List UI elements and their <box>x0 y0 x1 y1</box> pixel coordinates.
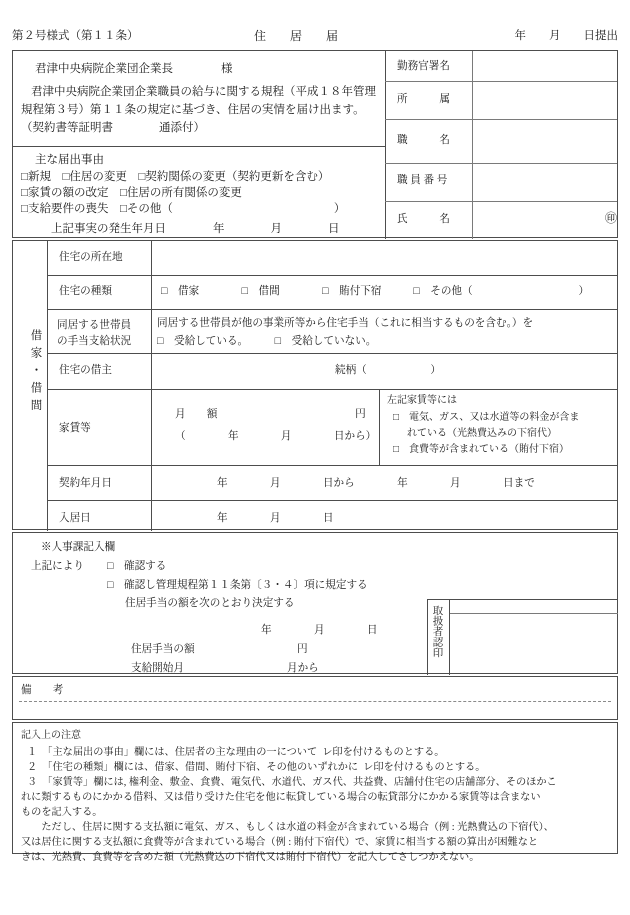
rent-note-option-utilities-line2: れている（光熱費込みの下宿代） <box>407 428 557 439</box>
officer-label-value-divider <box>472 51 473 239</box>
event-date-label: 上記事実の発生年月日 <box>51 223 166 235</box>
note-item-3-cont-5: きは、光熱費、食費等を含めた額（光熱費込の下宿代又は賄付下宿代）を記入してさしつかえない。 <box>21 852 480 863</box>
hr-option-confirm[interactable]: □ 確認する <box>107 561 167 572</box>
submission-date-field[interactable]: 年 月 日提出 <box>514 30 618 42</box>
rental-row-divider-6 <box>47 500 618 501</box>
remarks-dotted-divider <box>19 701 611 702</box>
label-housing-type: 住宅の種類 <box>59 286 112 297</box>
hr-allowance-label: 住居手当の額 <box>131 644 195 655</box>
hr-section-title: ※人事課記入欄 <box>41 542 116 553</box>
hr-allowance-unit[interactable]: 円 <box>297 644 308 655</box>
hr-section-block <box>12 532 618 674</box>
hr-decision-date[interactable]: 年 月 日 <box>261 625 378 636</box>
officer-row-divider-1 <box>385 81 617 82</box>
divider-handler-seal-top <box>427 599 618 600</box>
remarks-block <box>12 676 618 720</box>
note-item-3-cont-4: 又は居住に関する支払額に食費等が含まれている場合（例 : 賄付下宿代）で、家賃に相当する額の算出が困難なと <box>21 837 539 848</box>
label-rent: 家賃等 <box>59 423 91 434</box>
divider-handler-seal-inner <box>450 613 618 614</box>
document-header <box>12 27 618 45</box>
handler-seal-area[interactable] <box>451 615 617 673</box>
divider-declaration-reasons <box>13 146 385 147</box>
value-rent-effective-from[interactable]: （ 年 月 日から） <box>175 431 377 442</box>
seal-icon: ㊞ <box>605 211 618 225</box>
officer-row-divider-3 <box>385 163 617 164</box>
text-household-allowance: 同居する世帯員が他の事業所等から住宅手当（これに相当するものを含む。）を <box>157 318 534 329</box>
handler-seal-label: 取扱者認印 <box>431 605 443 658</box>
value-movein-date[interactable]: 年 月 日 <box>217 513 334 524</box>
declaration-and-officer-block <box>12 50 618 238</box>
label-household-allowance-1: 同居する世帯員 <box>57 320 132 331</box>
event-date-value[interactable]: 年 月 日 <box>213 223 340 235</box>
note-item-3-cont-1: れに類するものにかかる借料、又は借り受けた住宅を他に転貸している場合の転貸部分にかかる家賃等は含まない <box>21 792 541 803</box>
hr-prefix-label: 上記により <box>31 561 84 572</box>
addressee-honorific: 様 <box>221 63 233 75</box>
declaration-line-2: 規程第３号）第１１条の規定に基づき、住居の実情を届け出ます。 <box>21 104 365 116</box>
addressee: 君津中央病院企業団企業長 <box>35 63 173 75</box>
divider-side-label-column <box>47 241 48 531</box>
note-item-2: ２ 「住宅の種類」欄には、借家、借間、賄付下宿、その他のいずれかに レ印を付けるものとする。 <box>27 762 486 773</box>
hr-option-decide[interactable]: □ 確認し管理規程第１１条第〔３・４〕項に規定する <box>107 580 368 591</box>
rental-details-block <box>12 240 618 530</box>
rental-side-label: 借家・借間 <box>29 329 42 417</box>
reasons-title: 主な届出事由 <box>35 154 104 166</box>
rental-row-divider-2 <box>47 309 618 310</box>
value-rent-monthly[interactable]: 月 額 円 <box>175 409 366 420</box>
divider-vertical-officer <box>385 51 386 239</box>
page-title: 住 居 届 <box>254 29 339 43</box>
officer-row-divider-2 <box>385 119 617 120</box>
notes-block <box>12 722 618 863</box>
hr-start-month-unit[interactable]: 月から <box>287 663 319 674</box>
note-item-3-cont-3: ただし、住居に関する支払額に電気、ガス、もしくは水道の料金が含まれている場合（例 : 光熱費込の下宿代）、 <box>21 822 554 833</box>
officer-label-name: 氏 名 <box>397 214 450 225</box>
reasons-line-3[interactable]: □支給要件の喪失 □その他（ ） <box>21 203 346 215</box>
officer-label-department: 所 属 <box>397 94 450 105</box>
notes-title: 記入上の注意 <box>21 730 81 741</box>
remarks-label: 備 考 <box>21 685 64 696</box>
note-item-3: ３ 「家賃等」欄には, 権利金、敷金、食費、電気代、水道代、ガス代、共益費、店舗付住宅の店舗部分、そのほかこ <box>27 777 557 788</box>
reasons-line-1[interactable]: □新規 □住居の変更 □契約関係の変更（契約更新を含む） <box>21 171 330 183</box>
divider-label-value-column <box>151 241 152 531</box>
rental-row-divider-3 <box>47 353 618 354</box>
officer-label-workplace: 勤務官署名 <box>397 61 450 72</box>
note-item-1: １ 「主な届出の事由」欄には、住居者の主な理由の一について レ印を付けるものとする。 <box>27 747 445 758</box>
divider-handler-seal-left <box>427 599 428 675</box>
divider-rent-note-column <box>379 389 380 465</box>
declaration-line-3: （契約書等証明書 通添付） <box>21 122 205 134</box>
rental-row-divider-1 <box>47 275 618 276</box>
label-housing-location: 住宅の所在地 <box>59 252 123 263</box>
label-household-allowance-2: の手当支給状況 <box>57 336 132 347</box>
value-contract-date[interactable]: 年 月 日から 年 月 日まで <box>217 478 535 489</box>
value-lessee-relation[interactable]: 続柄（ ） <box>335 365 441 376</box>
rent-note-title: 左記家賃等には <box>387 395 457 406</box>
label-lessee: 住宅の借主 <box>59 365 112 376</box>
officer-row-divider-4 <box>385 201 617 202</box>
officer-label-employee-number: 職 員 番 号 <box>397 175 448 186</box>
form-number: 第２号様式（第１１条） <box>12 30 139 42</box>
hr-start-month-label: 支給開始月 <box>131 663 184 674</box>
note-item-3-cont-2: ものを記入する。 <box>21 807 103 818</box>
officer-label-position: 職 名 <box>397 135 450 146</box>
options-housing-type[interactable]: □ 借家 □ 借間 □ 賄付下宿 □ その他（ ） <box>161 286 590 297</box>
label-contract-date: 契約年月日 <box>59 478 112 489</box>
reasons-line-2[interactable]: □家賃の額の改定 □住居の所有関係の変更 <box>21 187 242 199</box>
rental-row-divider-4 <box>47 389 618 390</box>
rent-note-option-meals[interactable]: □ 食費等が含まれている（賄付下宿） <box>393 444 570 455</box>
rental-row-divider-5 <box>47 465 618 466</box>
rent-note-option-utilities-line1[interactable]: □ 電気、ガス、又は水道等の料金が含ま <box>393 412 580 423</box>
declaration-line-1: 君津中央病院企業団企業職員の給与に関する規程（平成１８年管理 <box>31 86 376 98</box>
label-movein-date: 入居日 <box>59 513 91 524</box>
hr-option-decide-cont: 住居手当の額を次のとおり決定する <box>125 598 295 609</box>
options-household-allowance[interactable]: □ 受給している。 □ 受給していない。 <box>157 336 377 347</box>
